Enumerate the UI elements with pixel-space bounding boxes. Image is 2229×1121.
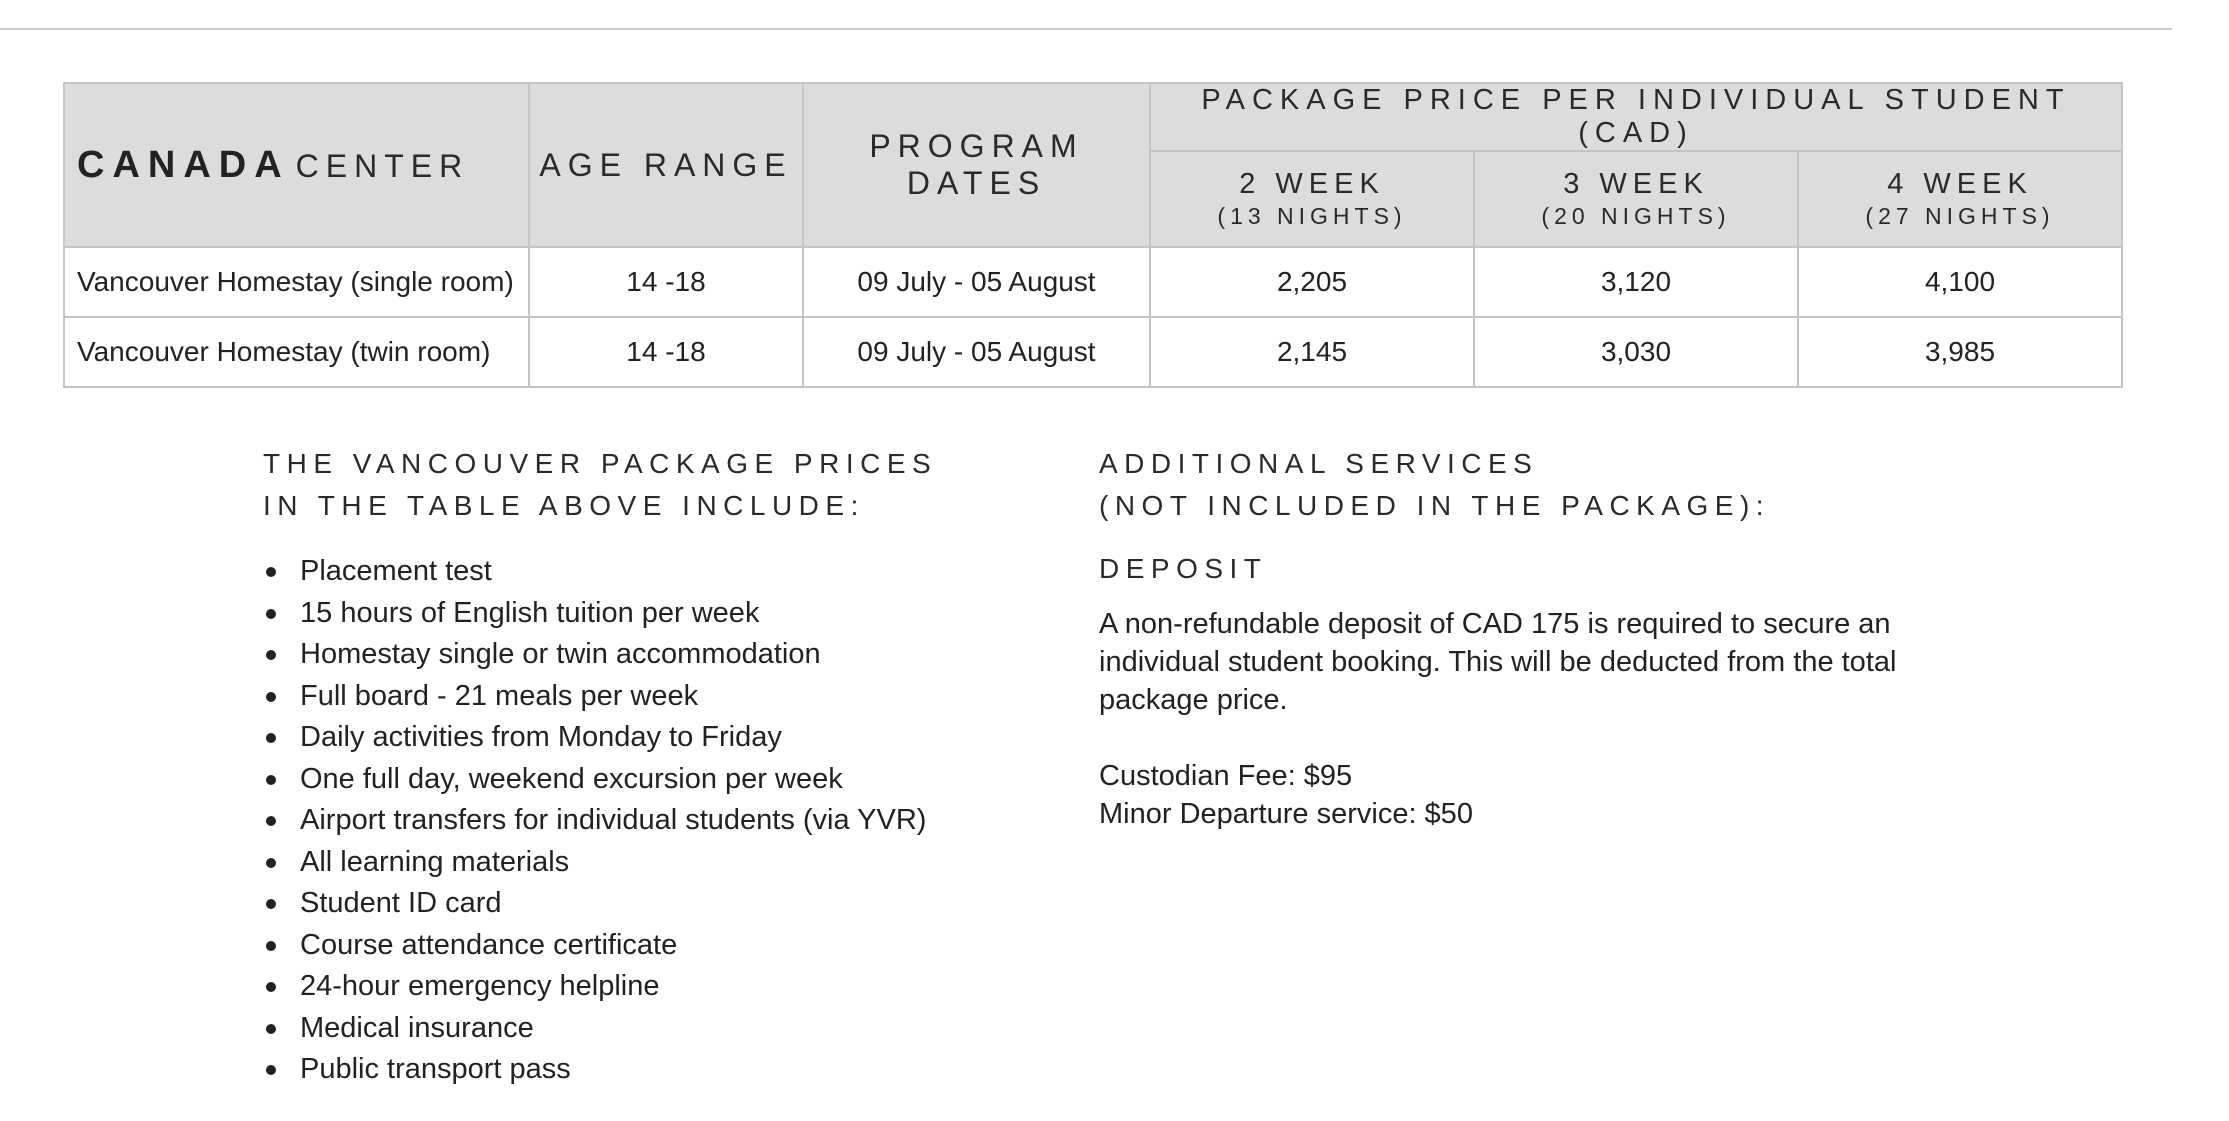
bullet-icon (266, 816, 276, 826)
age-range-header: AGE RANGE (529, 83, 803, 247)
list-item (263, 925, 1023, 967)
list-item-text: Student ID card (300, 887, 502, 919)
list-item-text: Public transport pass (300, 1053, 571, 1085)
price-table (63, 82, 2123, 388)
table-row (64, 247, 2122, 317)
fees-block (1099, 757, 2039, 833)
week-4-nights: (27 NIGHTS) (1865, 203, 2055, 229)
row-name: Vancouver Homestay (twin room) (64, 317, 529, 387)
list-item (263, 800, 1023, 842)
additional-services-section (1099, 443, 2039, 833)
includes-heading-line-2: IN THE TABLE ABOVE INCLUDE: (263, 490, 865, 521)
row-name: Vancouver Homestay (single room) (64, 247, 529, 317)
list-item-text: Homestay single or twin accommodation (300, 638, 821, 670)
list-item (263, 759, 1023, 801)
additional-heading-line-1: ADDITIONAL SERVICES (1099, 448, 1539, 479)
deposit-heading: DEPOSIT (1099, 553, 1268, 584)
bullet-icon (266, 733, 276, 743)
week-3-header (1474, 151, 1798, 247)
bullet-icon (266, 609, 276, 619)
bullet-icon (266, 982, 276, 992)
list-item (263, 1049, 1023, 1091)
minor-departure-fee: Minor Departure service: $50 (1099, 798, 1473, 830)
includes-list (263, 551, 1023, 1091)
package-includes-section (263, 443, 1023, 1091)
list-item (263, 842, 1023, 884)
bullet-icon (266, 567, 276, 577)
list-item (263, 883, 1023, 925)
bullet-icon (266, 941, 276, 951)
list-item-text: Course attendance certificate (300, 928, 678, 961)
row-price-2-week: 2,205 (1150, 247, 1474, 317)
table-row (64, 317, 2122, 387)
week-2-label: 2 WEEK (1239, 168, 1385, 200)
row-price-4-week: 4,100 (1798, 247, 2122, 317)
list-item-text: Daily activities from Monday to Friday (300, 721, 782, 753)
row-price-3-week: 3,120 (1474, 247, 1798, 317)
list-item (263, 1008, 1023, 1050)
list-item-text: 15 hours of English tuition per week (300, 596, 760, 629)
bullet-icon (266, 775, 276, 785)
bullet-icon (266, 1065, 276, 1075)
deposit-description: A non-refundable deposit of CAD 175 is required to secure an individual student booking. This will be deducted from the total package price. (1099, 608, 1897, 716)
list-item-text: All learning materials (300, 845, 570, 878)
week-2-nights: (13 NIGHTS) (1217, 203, 1407, 229)
row-price-2-week: 2,145 (1150, 317, 1474, 387)
list-item-text: Medical insurance (300, 1011, 534, 1044)
row-dates: 09 July - 05 August (803, 317, 1150, 387)
top-divider (0, 28, 2172, 30)
bullet-icon (266, 692, 276, 702)
center-label: CENTER (295, 147, 470, 184)
week-3-nights: (20 NIGHTS) (1541, 203, 1731, 229)
list-item-text: Full board - 21 meals per week (300, 679, 699, 712)
week-4-label: 4 WEEK (1887, 168, 2033, 200)
list-item (263, 676, 1023, 718)
bullet-icon (266, 1024, 276, 1034)
week-2-header (1150, 151, 1474, 247)
row-age: 14 -18 (529, 247, 803, 317)
row-dates: 09 July - 05 August (803, 247, 1150, 317)
includes-heading-line-1: THE VANCOUVER PACKAGE PRICES (263, 448, 938, 479)
list-item-text: Airport transfers for individual students (via YVR) (300, 804, 927, 836)
row-price-3-week: 3,030 (1474, 317, 1798, 387)
list-item-text: Placement test (300, 555, 492, 587)
program-dates-header: PROGRAM DATES (803, 83, 1150, 247)
additional-heading-line-2: (NOT INCLUDED IN THE PACKAGE): (1099, 490, 1771, 521)
list-item-text: 24-hour emergency helpline (300, 970, 660, 1002)
list-item-text: One full day, weekend excursion per week (300, 762, 843, 795)
custodian-fee: Custodian Fee: $95 (1099, 760, 1353, 792)
row-age: 14 -18 (529, 317, 803, 387)
list-item (263, 717, 1023, 759)
package-price-header: PACKAGE PRICE PER INDIVIDUAL STUDENT (CAD) (1150, 83, 2122, 151)
list-item (263, 593, 1023, 635)
list-item (263, 551, 1023, 593)
bullet-icon (266, 899, 276, 909)
list-item (263, 634, 1023, 676)
bullet-icon (266, 650, 276, 660)
row-price-4-week: 3,985 (1798, 317, 2122, 387)
bullet-icon (266, 858, 276, 868)
center-name: CANADA (77, 143, 290, 186)
week-4-header (1798, 151, 2122, 247)
list-item (263, 966, 1023, 1008)
center-header-cell (64, 83, 529, 247)
week-3-label: 3 WEEK (1563, 168, 1709, 200)
